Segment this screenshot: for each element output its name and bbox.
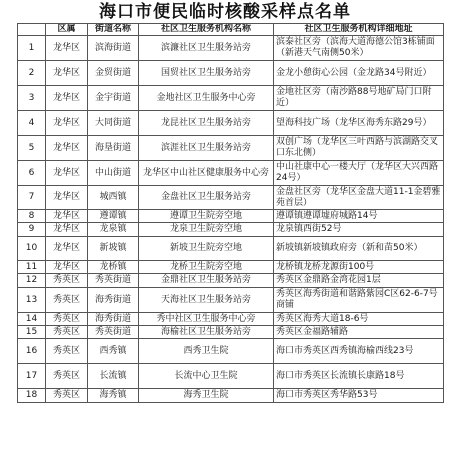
- row-street: 新坡镇: [88, 237, 139, 261]
- row-address: 滨泰社区旁（滨海大道海德公馆3栋铺面（新港天气南侧50米）: [274, 36, 444, 61]
- row-district: 龙华区: [46, 223, 88, 237]
- row-street: 龙泉镇: [88, 223, 139, 237]
- sampling-site-table: [17, 23, 444, 403]
- row-index: 12: [18, 274, 46, 288]
- row-institution: 金地社区卫生服务中心旁: [139, 86, 274, 111]
- row-index: 18: [18, 389, 46, 403]
- row-address: 秀英区海秀大道18-6号: [274, 313, 444, 326]
- row-street: 城西镇: [88, 186, 139, 210]
- row-institution: 滨涯社区卫生服务站旁: [139, 136, 274, 161]
- row-street: 海秀街道: [88, 288, 139, 313]
- row-index: 7: [18, 186, 46, 210]
- row-index: 10: [18, 237, 46, 261]
- row-index: 8: [18, 210, 46, 223]
- row-address: 海口市秀英区秀华路53号: [274, 389, 444, 403]
- row-institution: 金鼎社区卫生服务站旁: [139, 274, 274, 288]
- row-district: 龙华区: [46, 186, 88, 210]
- row-institution: 海秀卫生院: [139, 389, 274, 403]
- table-header-row: [18, 24, 444, 36]
- row-institution: 西秀卫生院: [139, 339, 274, 364]
- row-index: 5: [18, 136, 46, 161]
- row-street: 秀英街道: [88, 326, 139, 339]
- table-row: [18, 36, 444, 61]
- row-street: 龙桥镇: [88, 261, 139, 274]
- row-district: 秀英区: [46, 313, 88, 326]
- table-row: [18, 210, 444, 223]
- row-street: 中山街道: [88, 161, 139, 186]
- table-row: [18, 223, 444, 237]
- row-district: 龙华区: [46, 136, 88, 161]
- row-district: 秀英区: [46, 389, 88, 403]
- row-institution: 新坡卫生院旁空地: [139, 237, 274, 261]
- row-index: 11: [18, 261, 46, 274]
- row-address: 秀英区海秀街道和谐路紫园C区62-6-7号商铺: [274, 288, 444, 313]
- row-address: 双创广场（龙华区三叶西路与滨湖路交叉口东北侧）: [274, 136, 444, 161]
- row-institution: 金盘社区卫生服务站旁: [139, 186, 274, 210]
- row-index: 4: [18, 111, 46, 136]
- table-row: [18, 389, 444, 403]
- row-index: 2: [18, 61, 46, 86]
- row-street: 长流镇: [88, 364, 139, 389]
- row-address: 金盘社区旁（龙华区金盘大道11-1金碧雅苑首层）: [274, 186, 444, 210]
- table-row: [18, 274, 444, 288]
- table-row: [18, 161, 444, 186]
- row-index: 13: [18, 288, 46, 313]
- row-street: 海秀镇: [88, 389, 139, 403]
- row-address: 遵谭镇遵谭墟府城路14号: [274, 210, 444, 223]
- row-district: 龙华区: [46, 237, 88, 261]
- row-street: 秀英街道: [88, 274, 139, 288]
- row-address: 秀英区金福路辅路: [274, 326, 444, 339]
- table-row: [18, 86, 444, 111]
- row-street: 金宇街道: [88, 86, 139, 111]
- row-district: 龙华区: [46, 210, 88, 223]
- row-address: 秀英区金鼎路金湾花园1层: [274, 274, 444, 288]
- row-address: 望海科技广场（龙华区海秀东路29号）: [274, 111, 444, 136]
- row-index: 16: [18, 339, 46, 364]
- row-district: 秀英区: [46, 339, 88, 364]
- row-institution: 遵谭卫生院旁空地: [139, 210, 274, 223]
- row-district: 龙华区: [46, 161, 88, 186]
- row-address: 中山社康中心一楼大厅（龙华区大兴西路24号）: [274, 161, 444, 186]
- row-street: 西秀镇: [88, 339, 139, 364]
- row-district: 龙华区: [46, 111, 88, 136]
- row-district: 龙华区: [46, 261, 88, 274]
- row-district: 秀英区: [46, 364, 88, 389]
- table-row: [18, 364, 444, 389]
- row-district: 龙华区: [46, 61, 88, 86]
- row-index: 3: [18, 86, 46, 111]
- row-institution: 龙桥卫生院旁空地: [139, 261, 274, 274]
- table-row: [18, 237, 444, 261]
- table-row: [18, 61, 444, 86]
- table-row: [18, 288, 444, 313]
- header-institution: 社区卫生服务机构名称: [139, 24, 274, 36]
- page-title: 海口市便民临时核酸采样点名单: [99, 2, 351, 22]
- row-address: 金地社区旁（南沙路88号地矿局门口附近）: [274, 86, 444, 111]
- row-index: 14: [18, 313, 46, 326]
- row-institution: 海榆社区卫生服务站旁: [139, 326, 274, 339]
- table-row: [18, 339, 444, 364]
- row-institution: 秀中社区卫生服务中心旁: [139, 313, 274, 326]
- header-index: [18, 24, 46, 36]
- row-institution: 龙昆社区卫生服务站旁: [139, 111, 274, 136]
- header-street: 街道名称: [88, 24, 139, 36]
- row-index: 9: [18, 223, 46, 237]
- row-institution: 龙华区中山社区健康服务中心旁: [139, 161, 274, 186]
- row-street: 金贸街道: [88, 61, 139, 86]
- row-street: 遵谭镇: [88, 210, 139, 223]
- table-row: [18, 261, 444, 274]
- row-institution: 国贸社区卫生服务站旁: [139, 61, 274, 86]
- header-district: 区属: [46, 24, 88, 36]
- row-district: 龙华区: [46, 36, 88, 61]
- row-address: 海口市秀英区西秀镇海榆西线23号: [274, 339, 444, 364]
- row-district: 秀英区: [46, 288, 88, 313]
- row-address: 金龙小憩街心公园（金龙路34号附近）: [274, 61, 444, 86]
- row-index: 15: [18, 326, 46, 339]
- row-street: 海秀街道: [88, 313, 139, 326]
- row-index: 1: [18, 36, 46, 61]
- row-district: 龙华区: [46, 86, 88, 111]
- row-district: 秀英区: [46, 274, 88, 288]
- table-row: [18, 186, 444, 210]
- table-row: [18, 111, 444, 136]
- table-row: [18, 326, 444, 339]
- row-street: 海垦街道: [88, 136, 139, 161]
- header-address: 社区卫生服务机构详细地址: [274, 24, 444, 36]
- row-institution: 长流中心卫生院: [139, 364, 274, 389]
- row-district: 秀英区: [46, 326, 88, 339]
- row-street: 滨海街道: [88, 36, 139, 61]
- row-institution: 天海社区卫生服务站旁: [139, 288, 274, 313]
- table-row: [18, 136, 444, 161]
- row-address: 龙泉镇西街52号: [274, 223, 444, 237]
- row-street: 大同街道: [88, 111, 139, 136]
- row-address: 新坡镇新坡镇政府旁（新和苗50米）: [274, 237, 444, 261]
- row-institution: 滨濂社区卫生服务站旁: [139, 36, 274, 61]
- row-address: 龙桥镇龙桥龙源街100号: [274, 261, 444, 274]
- row-address: 海口市秀英区长流镇长康路18号: [274, 364, 444, 389]
- table-row: [18, 313, 444, 326]
- row-index: 17: [18, 364, 46, 389]
- row-index: 6: [18, 161, 46, 186]
- row-institution: 龙泉卫生院旁空地: [139, 223, 274, 237]
